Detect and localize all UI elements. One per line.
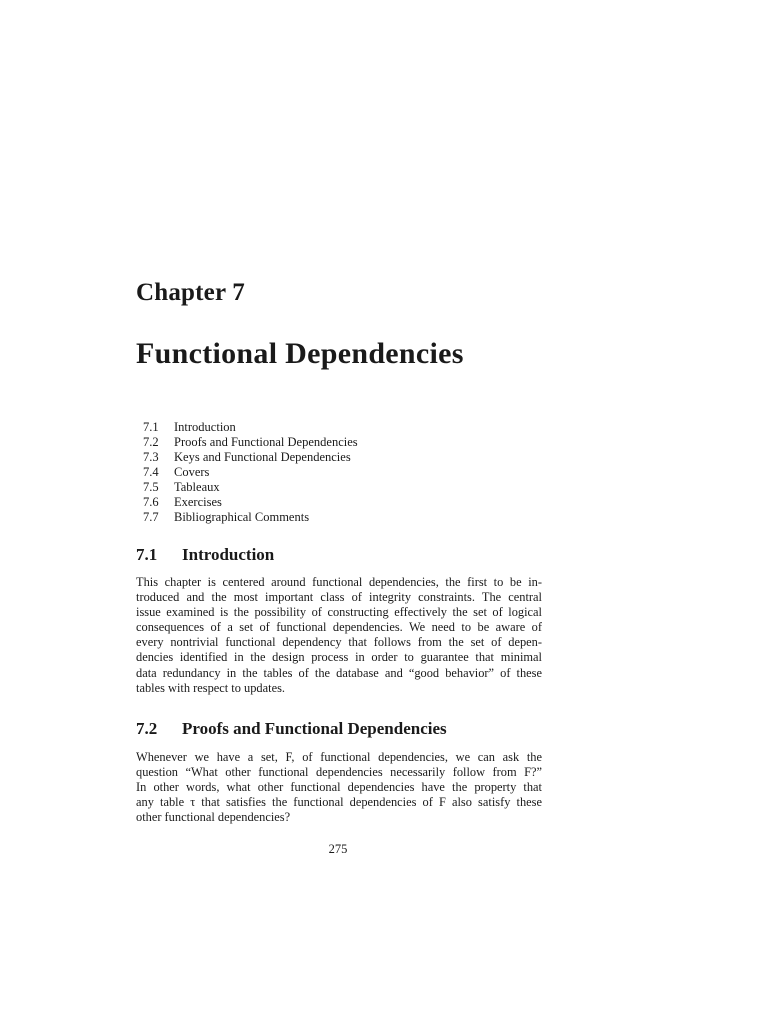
paragraph-line: any table τ that satisfies the functional dependencies of F also satisfy these: [136, 795, 542, 810]
chapter-title: Functional Dependencies: [136, 337, 464, 370]
page-number: [0, 842, 676, 857]
section-title: Introduction: [182, 545, 275, 564]
section-number: 7.2: [136, 719, 158, 738]
section-title: Proofs and Functional Dependencies: [182, 719, 447, 738]
toc-title: Tableaux: [174, 480, 220, 494]
page-number-text: 275: [328, 842, 348, 856]
table-of-contents: [143, 420, 358, 525]
paragraph-line: consequences of a set of functional dependencies. We need to be aware of: [136, 620, 542, 635]
section-heading: [136, 544, 274, 566]
paragraph-line: other functional dependencies?: [136, 810, 291, 825]
paragraph-line: In other words, what other functional dependencies have the property that: [136, 780, 542, 795]
toc-item: [143, 450, 358, 465]
paragraph-line: troduced and the most important class of integrity constraints. The central: [136, 590, 542, 605]
paragraph-line: tables with respect to updates.: [136, 680, 285, 695]
toc-title: Keys and Functional Dependencies: [174, 450, 351, 464]
toc-title: Bibliographical Comments: [174, 510, 310, 524]
section-heading: [136, 718, 447, 740]
toc-number: 7.2: [143, 435, 159, 449]
paragraph-line: This chapter is centered around functional dependencies, the first to be in-: [136, 575, 542, 589]
paragraph-line: issue examined is the possibility of constructing effectively the set of logical: [136, 605, 542, 620]
toc-number: 7.6: [143, 495, 159, 509]
toc-title: Covers: [174, 465, 210, 479]
paragraph-line: question “What other functional dependencies necessarily follow from F?”: [136, 765, 542, 780]
toc-number: 7.5: [143, 480, 159, 494]
paragraph-line: Whenever we have a set, F, of functional dependencies, we can ask the: [136, 750, 542, 764]
toc-number: 7.4: [143, 465, 159, 479]
toc-item: [143, 495, 358, 510]
section-paragraph: [136, 750, 542, 825]
paragraph-line: every nontrivial functional dependency that follows from the set of depen-: [136, 635, 542, 650]
section-number: 7.1: [136, 545, 158, 564]
chapter-label: Chapter 7: [136, 279, 245, 306]
paragraph-line: data redundancy in the tables of the database and “good behavior” of these: [136, 665, 542, 680]
toc-item: [143, 420, 358, 435]
toc-item: [143, 435, 358, 450]
toc-item: [143, 465, 358, 480]
toc-number: 7.7: [143, 510, 159, 524]
toc-item: [143, 510, 358, 525]
toc-title: Introduction: [174, 420, 236, 434]
toc-title: Proofs and Functional Dependencies: [174, 435, 358, 449]
toc-item: [143, 480, 358, 495]
section-paragraph: [136, 575, 542, 696]
toc-number: 7.3: [143, 450, 159, 464]
paragraph-line: dencies identified in the design process in order to guarantee that minimal: [136, 650, 542, 665]
toc-title: Exercises: [174, 495, 222, 509]
toc-number: 7.1: [143, 420, 159, 434]
